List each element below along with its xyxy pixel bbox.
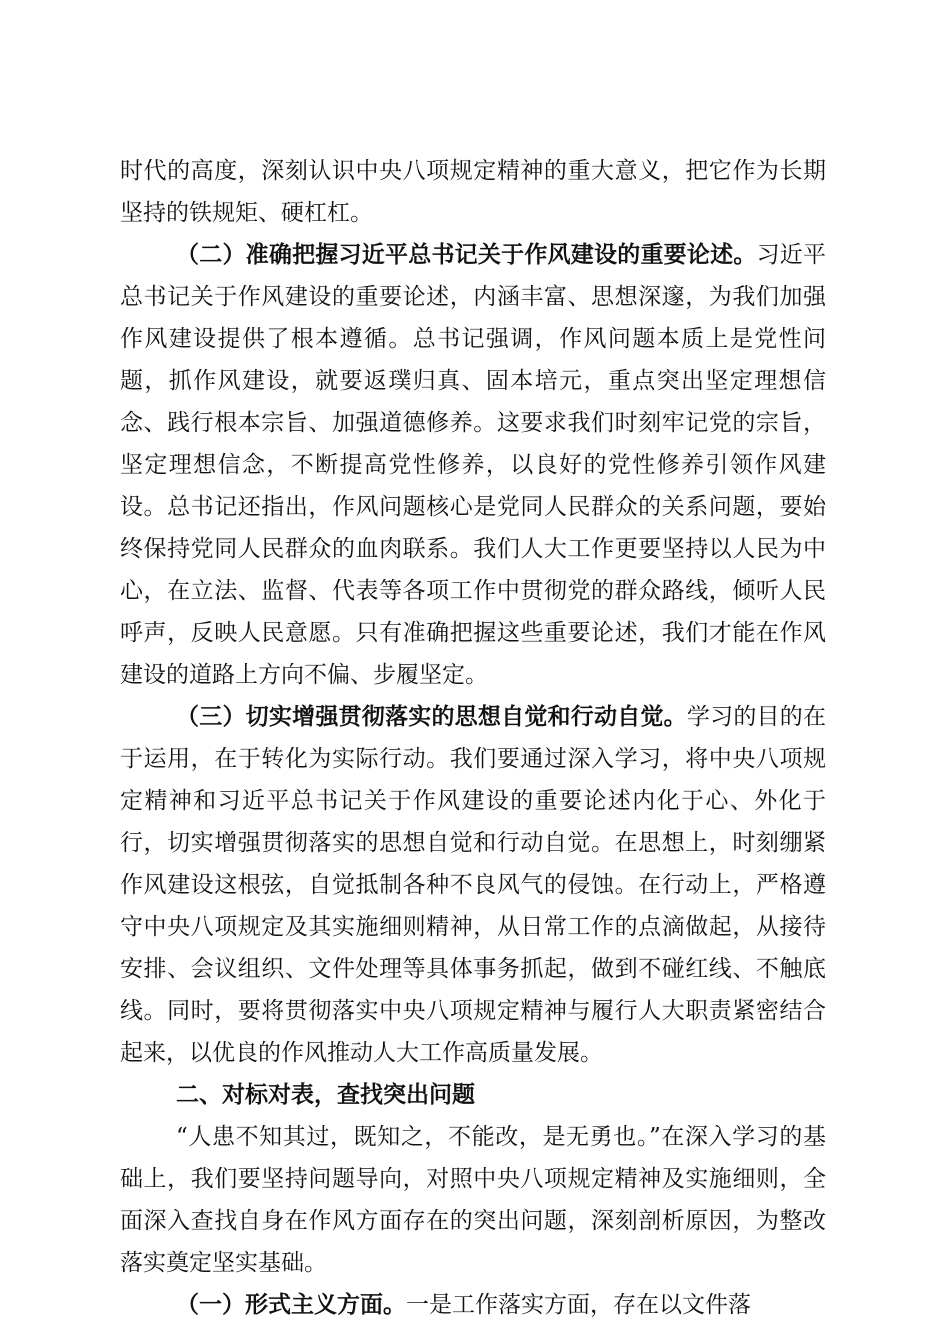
paragraph-lead: （三）切实增强贯彻落实的思想自觉和行动自觉。 [176,703,687,730]
document-body [120,150,826,1326]
paragraph-text: 时代的高度，深刻认识中央八项规定精神的重大意义，把它作为长期坚持的铁规矩、硬杠杠。 [120,158,826,226]
paragraph-section-2-intro [120,1116,826,1284]
paragraph-continuation [120,150,826,234]
paragraph-text: “人患不知其过，既知之，不能改，是无勇也。”在深入学习的基础上，我们要坚持问题导向，对照中央八项规定精神及实施细则，全面深入查找自身在作风方面存在的突出问题，深刻剖析原因，为整改落实奠定坚实基础。 [120,1124,826,1276]
paragraph-section-1-3 [120,696,826,1074]
paragraph-text: 习近平总书记关于作风建设的重要论述，内涵丰富、思想深邃，为我们加强作风建设提供了根本遵循。总书记强调，作风问题本质上是党性问题，抓作风建设，就要返璞归真、固本培元，重点突出坚定理想信念、践行根本宗旨、加强道德修养。这要求我们时刻牢记党的宗旨，坚定理想信念，不断提高党性修养，以良好的党性修养引领作风建设。总书记还指出，作风问题核心是党同人民群众的关系问题，要始终保持党同人民群众的血肉联系。我们人大工作更要坚持以人民为中心，在立法、监督、代表等各项工作中贯彻党的群众路线，倾听人民呼声，反映人民意愿。只有准确把握这些重要论述，我们才能在作风建设的道路上方向不偏、步履坚定。 [120,242,827,688]
paragraph-lead: （二）准确把握习近平总书记关于作风建设的重要论述。 [176,241,757,268]
paragraph-text: 一是工作落实方面，存在以文件落 [406,1292,751,1318]
section-heading: 二、对标对表，查找突出问题 [176,1082,475,1108]
paragraph-section-2-1 [120,1284,826,1326]
paragraph-text: 学习的目的在于运用，在于转化为实际行动。我们要通过深入学习，将中央八项规定精神和习近平总书记关于作风建设的重要论述内化于心、外化于行，切实增强贯彻落实的思想自觉和行动自觉。在思想上，时刻绷紧作风建设这根弦，自觉抵制各种不良风气的侵蚀。在行动上，严格遵守中央八项规定及其实施细则精神，从日常工作的点滴做起，从接待安排、会议组织、文件处理等具体事务抓起，做到不碰红线、不触底线。同时，要将贯彻落实中央八项规定精神与履行人大职责紧密结合起来，以优良的作风推动人大工作高质量发展。 [120,704,827,1066]
paragraph-lead: （一）形式主义方面。 [176,1291,406,1318]
paragraph-section-1-2 [120,234,826,696]
